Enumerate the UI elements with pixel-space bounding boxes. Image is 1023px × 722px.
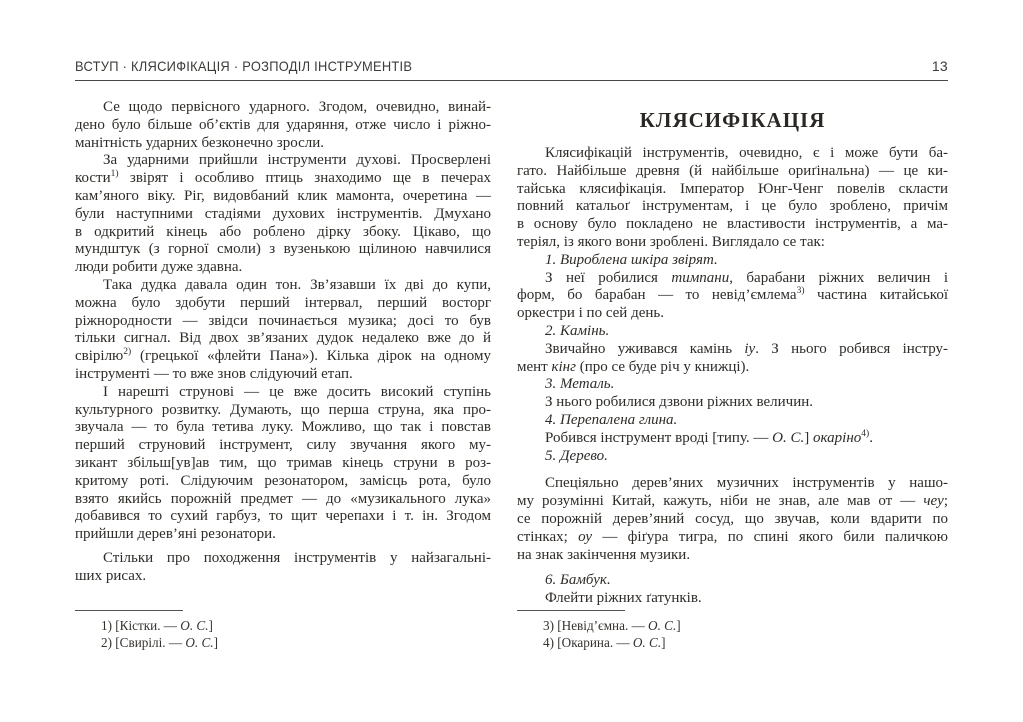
left-column-text xyxy=(75,97,491,586)
text-line xyxy=(75,437,491,455)
text-line xyxy=(517,287,948,305)
text-line xyxy=(75,152,491,170)
footnote-ref: 3) xyxy=(796,286,805,297)
text-segment: Спеціяльно дерев’яних музичних інструментів у нашо- xyxy=(545,475,948,492)
text-line xyxy=(75,259,491,277)
text-segment: Се щодо первісного ударного. Згодом, очевидно, винай- xyxy=(103,99,491,115)
text-line xyxy=(517,305,948,323)
text-line xyxy=(75,170,491,188)
footnote-rule xyxy=(517,610,625,611)
paragraph xyxy=(517,270,948,323)
text-segment: ріжнородности — звідси починається музика; досі то був xyxy=(75,312,491,329)
left-footnotes xyxy=(75,610,491,657)
text-segment: 4) [Окарина. — xyxy=(543,635,633,650)
text-segment: ] xyxy=(676,618,681,633)
text-segment: се порожній дерев’яний сосуд, що звучав, коли вдарити по xyxy=(517,510,948,527)
text-segment: О. С. xyxy=(772,429,805,446)
text-segment: (грецької «флейти Пана»). Кілька дірок на одному xyxy=(131,348,491,365)
text-segment: гато. Найбільше древня (й найбільше ориґінальна) — це ки- xyxy=(517,162,948,179)
footnote xyxy=(75,617,491,634)
paragraph xyxy=(517,430,948,448)
text-segment: люди робити дуже здавна. xyxy=(75,259,243,276)
text-segment: свірілю xyxy=(75,348,124,365)
text-line xyxy=(517,493,948,511)
text-segment: звірят і особливо птиць знаходимо ще в печерах xyxy=(118,170,491,187)
text-line xyxy=(75,295,491,313)
text-segment: чеу xyxy=(923,493,944,510)
text-line xyxy=(517,181,948,199)
text-segment: О. С. xyxy=(632,635,662,650)
text-line xyxy=(517,323,948,341)
chapter-title: КЛЯСИФІКАЦІЯ xyxy=(639,108,826,132)
paragraph xyxy=(75,152,491,277)
paragraph xyxy=(517,572,948,590)
text-segment: кам’яного віку. Ріг, видовбаний клик мамонта, очеретина — xyxy=(75,187,491,204)
text-line xyxy=(517,590,948,608)
text-line xyxy=(517,234,948,252)
paragraph xyxy=(517,394,948,412)
text-segment: оркестри і по сей день. xyxy=(517,305,664,322)
text-segment: зикант збільш[ув]ав тим, що тримав кінець струни в роз- xyxy=(75,454,491,471)
text-segment: теріял, із якого вони зроблені. Виглядало се так: xyxy=(517,233,825,250)
text-line xyxy=(517,163,948,181)
text-segment: ] xyxy=(804,429,814,446)
text-line xyxy=(517,252,948,270)
text-segment: взято якийсь порожній предмет — до «музикального лука» xyxy=(75,490,491,507)
text-segment: 3) [Невід’ємна. — xyxy=(543,618,649,633)
text-line xyxy=(75,526,491,544)
text-segment: О. С. xyxy=(648,618,677,633)
text-segment: кінг xyxy=(551,358,576,375)
paragraph xyxy=(517,341,948,377)
text-line xyxy=(517,270,948,288)
text-segment: мент xyxy=(517,358,552,375)
text-segment: О. С. xyxy=(180,618,209,633)
text-segment: окаріно xyxy=(813,429,862,446)
header-rule xyxy=(75,80,948,81)
text-segment: 4. Перепалена глина. xyxy=(545,411,678,428)
text-segment: , барабани ріжних величин і xyxy=(729,269,948,286)
text-segment: 3. Металь. xyxy=(545,376,615,393)
text-line xyxy=(75,206,491,224)
text-segment: Клясифікацій інструментів, очевидно, є і може бути ба- xyxy=(545,145,948,161)
text-line xyxy=(75,508,491,526)
text-line xyxy=(517,412,948,430)
paragraph xyxy=(75,550,491,586)
running-header xyxy=(75,58,948,74)
text-segment: ] xyxy=(213,635,218,650)
text-segment: За ударними прийшли інструменти духові. Просверлені xyxy=(103,152,491,169)
text-segment: 2. Камінь. xyxy=(545,322,610,339)
text-segment: частина китайської xyxy=(804,287,948,304)
footnote-ref: 1) xyxy=(110,169,119,180)
text-segment: манітність ударних безконечно зросли. xyxy=(75,134,325,151)
footnote xyxy=(517,617,948,634)
text-segment: оу xyxy=(578,528,592,545)
text-line xyxy=(75,135,491,153)
right-column xyxy=(517,97,948,657)
paragraph xyxy=(517,252,948,270)
footnote xyxy=(517,634,948,651)
text-line xyxy=(75,455,491,473)
paragraph xyxy=(517,412,948,430)
paragraph xyxy=(517,475,948,564)
running-title: ВСТУП · КЛЯСИФІКАЦІЯ · РОЗПОДІЛ ІНСТРУМЕНТІВ xyxy=(75,58,413,74)
text-segment: . З нього робився інстру- xyxy=(755,340,948,357)
text-line xyxy=(517,198,948,216)
text-segment: дено було більше об’єктів для ударяння, отже число і ріжно- xyxy=(75,116,491,133)
text-line xyxy=(517,145,948,163)
text-segment: повний катальоґ інструментам, і це було зроблено, причім xyxy=(517,198,948,215)
text-line xyxy=(517,475,948,493)
text-segment: іу xyxy=(744,340,756,357)
paragraph xyxy=(517,376,948,394)
text-segment: 1) [Кістки. — xyxy=(101,618,181,633)
paragraph xyxy=(517,590,948,608)
footnote-ref: 4) xyxy=(861,428,870,439)
text-segment: Флейти ріжних ґатунків. xyxy=(545,590,702,607)
text-line xyxy=(75,277,491,295)
footnote-rule xyxy=(75,610,183,611)
footnote xyxy=(75,634,491,651)
text-segment: прийшли дерев’яні резонатори. xyxy=(75,526,276,543)
text-line xyxy=(75,473,491,491)
text-segment: 5. Дерево. xyxy=(545,447,608,464)
text-segment: мундштук (з горної смоли) з вузенькою щілиною навчилися xyxy=(75,241,491,258)
paragraph xyxy=(517,323,948,341)
right-column-text xyxy=(517,143,948,608)
text-line xyxy=(75,330,491,348)
left-footnotes-list xyxy=(75,617,491,651)
text-line xyxy=(75,224,491,242)
text-segment: кости xyxy=(75,170,111,187)
text-segment: Стільки про походження інструментів у найзагальні- xyxy=(103,549,491,566)
text-segment: форм, бо барабан — то невід’ємлема xyxy=(517,287,797,304)
text-segment: Така дудка давала один тон. Зв’язавши їх дві до купи, xyxy=(103,276,491,293)
text-segment: тайська клясифікація. Імператор Юнг-Ченг повелів скласти xyxy=(517,180,948,197)
text-segment: — фіґура тигра, по спині якого били паличкою xyxy=(591,528,948,545)
text-segment: критому роті. Слідуючим резонатором, замісць рота, було xyxy=(75,472,491,489)
text-segment: . xyxy=(869,429,873,446)
text-segment: ] xyxy=(208,618,213,633)
text-segment: інструменті — то вже знов слідуючий етап. xyxy=(75,365,353,382)
text-segment: тільки сигнал. Від двох зв’язаних дудок недалеко вже до й xyxy=(75,330,491,347)
text-segment: І нарешті струнові — це вже досить високий ступінь xyxy=(103,383,491,400)
text-line xyxy=(517,448,948,466)
right-footnotes xyxy=(517,610,948,657)
text-segment: ; xyxy=(943,493,948,510)
text-segment: на знак закінчення музики. xyxy=(517,546,691,563)
text-segment: можна було здобути перший інтервал, перший восторг xyxy=(75,294,491,311)
left-column xyxy=(75,97,491,657)
text-segment: (про се буде річ у книжці). xyxy=(575,358,750,375)
text-segment: перший струновий інструмент, силу звучання якого му- xyxy=(75,437,491,454)
text-line xyxy=(517,572,948,590)
text-segment: в одкритий кінець або роблено дірку збоку. Цікаво, що xyxy=(75,223,491,240)
text-segment: стінках; xyxy=(517,528,579,545)
text-line xyxy=(75,188,491,206)
page-number: 13 xyxy=(931,58,948,74)
text-line xyxy=(75,419,491,437)
text-line xyxy=(75,313,491,331)
paragraph xyxy=(75,99,491,152)
paragraph xyxy=(517,448,948,466)
paragraph xyxy=(75,277,491,384)
text-segment: 1. Вироблена шкіра звірят. xyxy=(545,251,718,268)
paragraph xyxy=(517,145,948,252)
text-segment: ] xyxy=(661,635,666,650)
text-line xyxy=(75,491,491,509)
text-segment: звучала — то була тетива луку. Можливо, що так і повстав xyxy=(75,419,491,436)
text-segment: Робився інструмент вроді [типу. — xyxy=(545,429,773,446)
text-line xyxy=(517,359,948,377)
text-segment: О. С. xyxy=(185,635,214,650)
text-segment: Звичайно уживався камінь xyxy=(545,340,745,357)
text-segment: культурного розвитку. Думають, що перша струна, яка про- xyxy=(75,401,491,418)
text-segment: були наступними стадіями духових інструментів. Дмухано xyxy=(75,205,491,222)
paragraph xyxy=(75,384,491,544)
text-segment: му розумінні Китай, кажуть, ніби не знав, але мав от — xyxy=(517,493,924,510)
text-line xyxy=(517,341,948,359)
page-body xyxy=(75,97,948,657)
text-segment: добавився то сухий гарбуз, то щит черепахи і т. ін. Згодом xyxy=(75,508,491,525)
text-line xyxy=(75,384,491,402)
text-line xyxy=(517,376,948,394)
text-line xyxy=(75,568,491,586)
text-segment: в основу було покладено не властивости інструментів, а ма- xyxy=(517,216,948,233)
text-line xyxy=(517,511,948,529)
text-line xyxy=(75,117,491,135)
text-line xyxy=(75,241,491,259)
footnote-ref: 2) xyxy=(123,347,132,358)
text-segment: 2) [Свирілі. — xyxy=(101,635,186,650)
text-segment: тимпани xyxy=(671,269,730,286)
text-line xyxy=(517,547,948,565)
text-line xyxy=(75,366,491,384)
text-segment: ших рисах. xyxy=(75,567,147,584)
text-line xyxy=(75,550,491,568)
text-segment: З нього робилися дзвони ріжних величин. xyxy=(545,394,814,411)
text-line xyxy=(517,394,948,412)
text-line xyxy=(75,348,491,366)
text-line xyxy=(75,99,491,117)
right-footnotes-list xyxy=(517,617,948,651)
text-segment: З неї робилися xyxy=(545,269,672,286)
text-line xyxy=(75,402,491,420)
text-segment: 6. Бамбук. xyxy=(545,572,611,589)
text-line xyxy=(517,430,948,448)
text-line xyxy=(517,216,948,234)
text-line xyxy=(517,529,948,547)
